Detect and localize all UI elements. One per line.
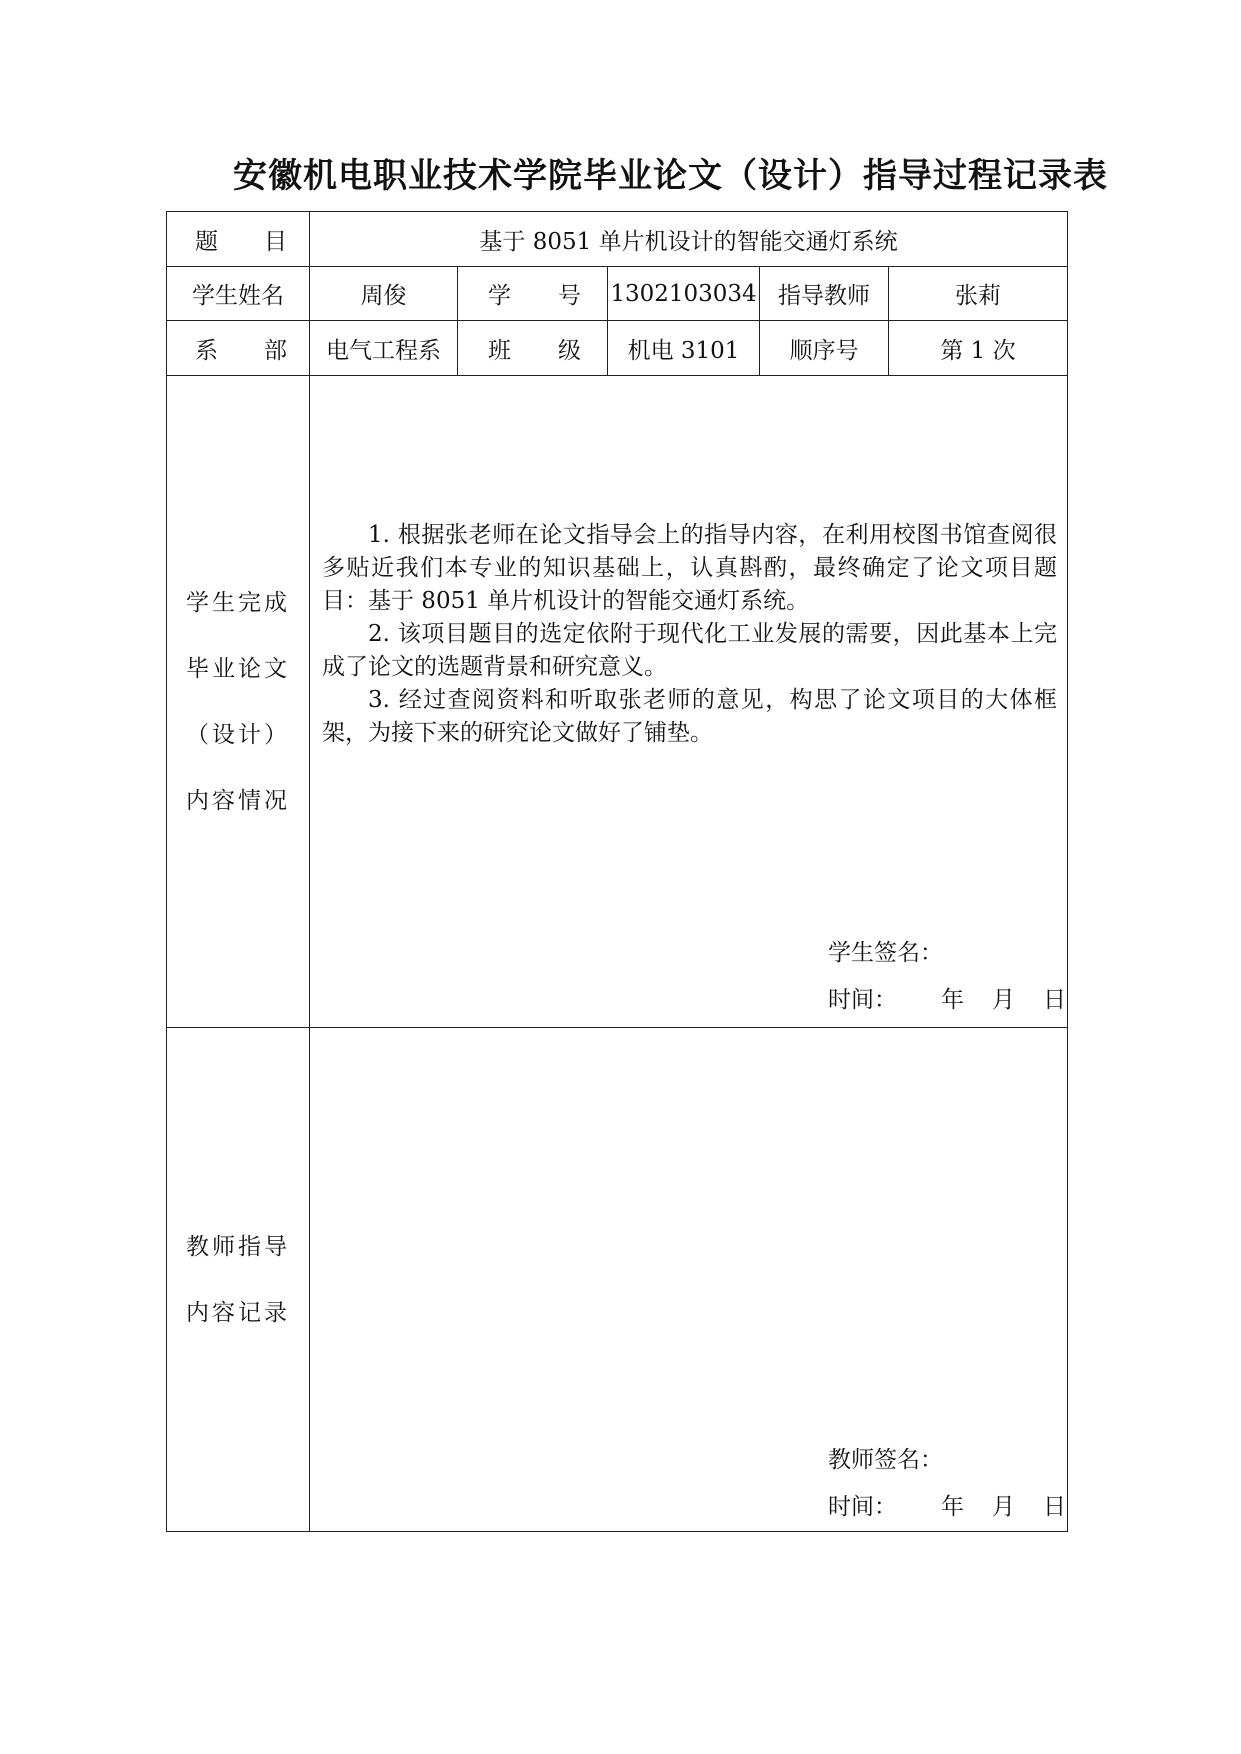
paragraph: 1. 根据张老师在论文指导会上的指导内容，在利用校图书馆查阅很多贴近我们本专业的知识基础上，认真斟酌，最终确定了论文项目题目：基于 8051 单片机设计的智能交通灯系统。: [322, 522, 1058, 614]
student-info-row: [167, 267, 1068, 321]
paragraph: 2. 该项目题目的选定依附于现代化工业发展的需要，因此基本上完成了论文的选题背景和研究意义。: [322, 621, 1058, 680]
sequence-value: 第 1 次: [889, 321, 1068, 376]
teacher-value: 张莉: [889, 267, 1068, 321]
sequence-label: 顺序号: [760, 321, 889, 376]
dept-value: 电气工程系: [310, 321, 458, 376]
student-content-row: [167, 376, 1068, 1028]
student-date-line: 时间： 年 月 日: [828, 987, 1066, 1013]
student-content-cell: [310, 376, 1068, 1028]
teacher-label: 指导教师: [760, 267, 889, 321]
class-value: 机电 3101: [608, 321, 760, 376]
student-content-label: [167, 376, 310, 1028]
student-id-value: 1302103034: [608, 267, 760, 321]
teacher-signature-label: 教师签名：: [828, 1447, 943, 1473]
student-content-label-text: 学生完成 毕业论文 （设计） 内容情况: [186, 589, 290, 814]
teacher-content-row: [167, 1028, 1068, 1532]
paragraph: 3. 经过查阅资料和听取张老师的意见，构思了论文项目的大体框架，为接下来的研究论文做好了铺垫。: [322, 687, 1058, 746]
topic-value: 基于 8051 单片机设计的智能交通灯系统: [310, 212, 1068, 267]
page-title: 安徽机电职业技术学院毕业论文（设计）指导过程记录表: [233, 156, 1108, 196]
topic-row: [167, 212, 1068, 267]
dept-row: [167, 321, 1068, 376]
dept-label: 系 部: [167, 321, 310, 376]
student-id-label: 学 号: [458, 267, 608, 321]
student-name-value: 周俊: [310, 267, 458, 321]
student-name-label: 学生姓名: [167, 267, 310, 321]
teacher-content-label: [167, 1028, 310, 1532]
teacher-date-line: 时间： 年 月 日: [828, 1494, 1066, 1520]
guidance-record-table: [166, 211, 1068, 1532]
teacher-content-cell: [310, 1028, 1068, 1532]
class-label: 班 级: [458, 321, 608, 376]
teacher-content-label-text: 教师指导 内容记录: [186, 1233, 290, 1326]
topic-label: 题 目: [167, 212, 310, 267]
student-signature-label: 学生签名：: [828, 940, 943, 966]
student-content-text: [322, 519, 1057, 750]
